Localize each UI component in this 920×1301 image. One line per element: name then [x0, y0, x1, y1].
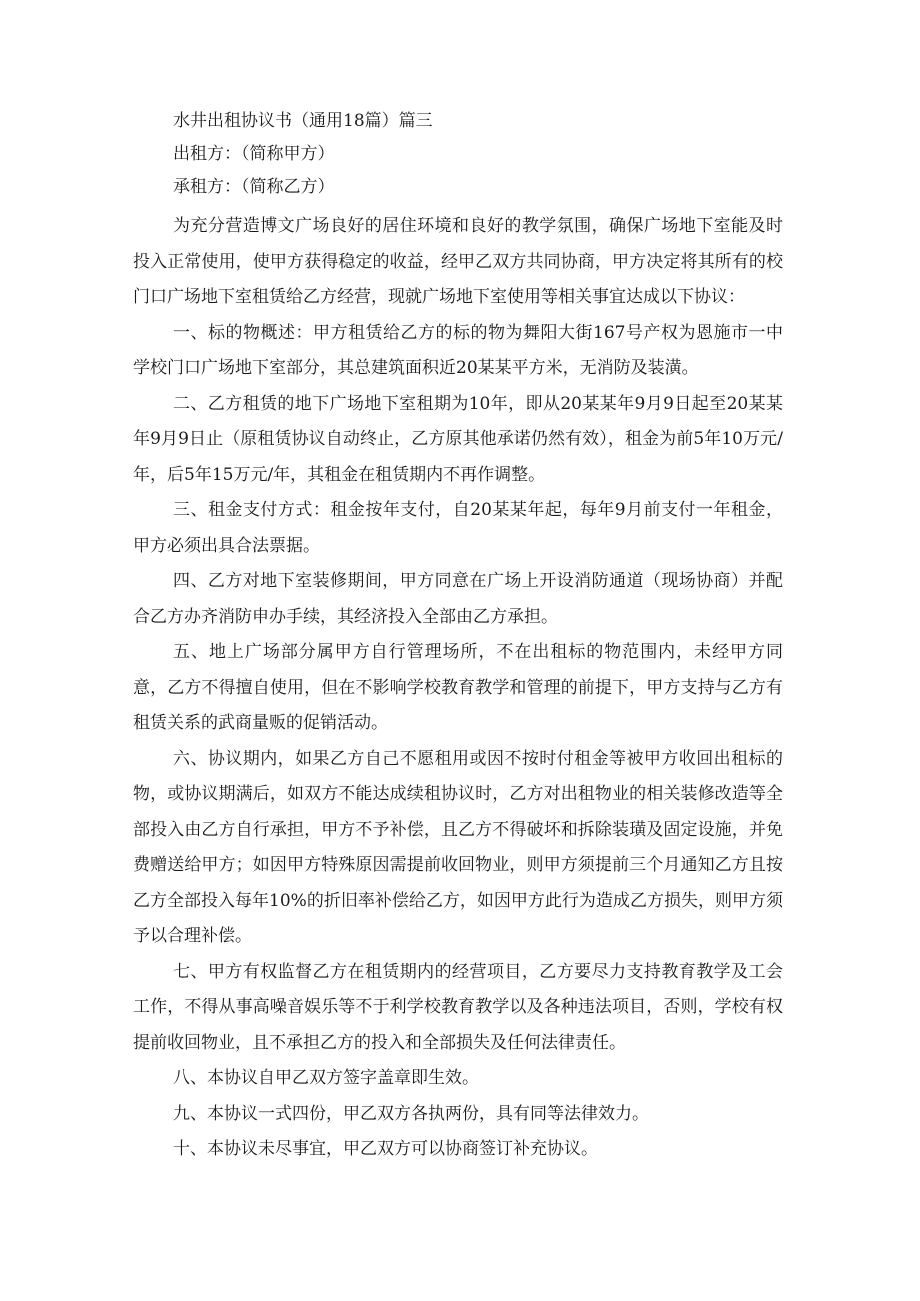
- document-title: 水井出租协议书（通用18篇）篇三: [173, 111, 433, 131]
- document-page: [133, 110, 783, 1168]
- clause-8: 八、本协议自甲乙双方签字盖章即生效。: [173, 1068, 479, 1088]
- lessee-line: 承租方：（简称乙方）: [173, 177, 335, 197]
- clause-2: 二、乙方租赁的地下广场地下室租期为10年，即从20某某年9月9日起至20某某年9月9日止（原租赁协议自动终止，乙方原其他承诺仍然有效），租金为前5年10万元/年，后5年15万元/年，其租金在租赁期内不再作调整。: [133, 393, 783, 485]
- clause-3: 三、租金支付方式：租金按年支付，自20某某年起，每年9月前支付一年租金，甲方必须出具合法票据。: [133, 500, 783, 556]
- clause-7: 七、甲方有权监督乙方在租赁期内的经营项目，乙方要尽力支持教育教学及工会工作，不得从事高噪音娱乐等不于利学校教育教学以及各种违法项目，否则，学校有权提前收回物业，且不承担乙方的投入和全部损失及任何法律责任。: [133, 961, 783, 1053]
- preamble-paragraph: 为充分营造博文广场良好的居住环境和良好的教学氛围，确保广场地下室能及时投入正常使用，使甲方获得稳定的收益，经甲乙双方共同协商，甲方决定将其所有的校门口广场地下室租赁给乙方经营，现就广场地下室使用等相关事宜达成以下协议：: [133, 216, 783, 307]
- lessor-line: 出租方：（简称甲方）: [173, 144, 335, 164]
- clause-10: 十、本协议未尽事宜，甲乙双方可以协商签订补充协议。: [173, 1139, 598, 1159]
- clause-1: 一、标的物概述：甲方租赁给乙方的标的物为舞阳大街167号产权为恩施市一中学校门口广场地下室部分，其总建筑面积近20某某平方米，无消防及装潢。: [133, 322, 783, 378]
- clause-6: 六、协议期内，如果乙方自己不愿租用或因不按时付租金等被甲方收回出租标的物，或协议期满后，如双方不能达成续租协议时，乙方对出租物业的相关装修改造等全部投入由乙方自行承担，甲方不予补偿，且乙方不得破坏和拆除装璜及固定设施，并免费赠送给甲方；如因甲方特殊原因需提前收回物业，则甲方须提前三个月通知乙方且按乙方全部投入每年10%的折旧率补偿给乙方，如因甲方此行为造成乙方损失，则甲方须予以合理补偿。: [133, 748, 783, 946]
- clause-5: 五、地上广场部分属甲方自行管理场所，不在出租标的物范围内，未经甲方同意，乙方不得擅自使用，但在不影响学校教育教学和管理的前提下，甲方支持与乙方有租赁关系的武商量贩的促销活动。: [133, 642, 783, 733]
- clause-4: 四、乙方对地下室装修期间，甲方同意在广场上开设消防通道（现场协商）并配合乙方办齐消防申办手续，其经济投入全部由乙方承担。: [133, 571, 783, 627]
- clause-9: 九、本协议一式四份，甲乙双方各执两份，具有同等法律效力。: [173, 1103, 649, 1124]
